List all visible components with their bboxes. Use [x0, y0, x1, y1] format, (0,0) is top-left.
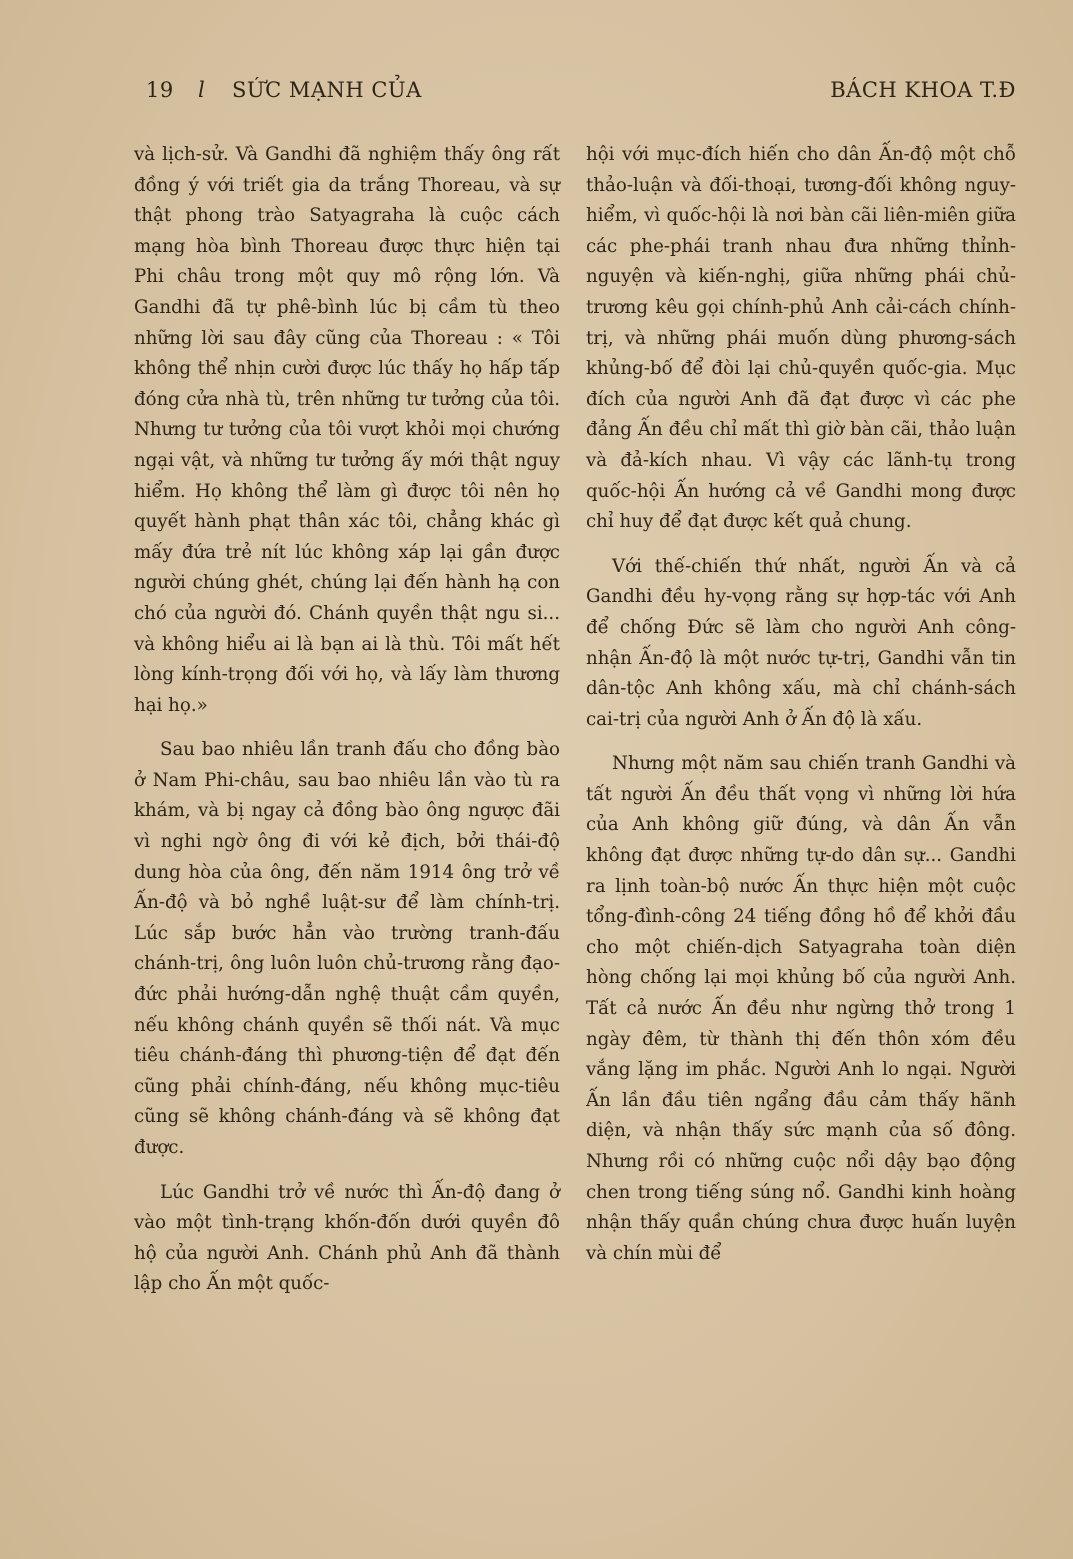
right-column	[586, 140, 1016, 1283]
paragraph: hội với mục-đích hiến cho dân Ấn-độ một chỗ thảo-luận và đối-thoại, tương-đối không nguy-hiểm, vì quốc-hội là nơi bàn cãi liên-miên giữa các phe-phái tranh nhau đưa những thỉnh-nguyện và kiến-nghị, giữa những phái chủ-trương kêu gọi chính-phủ Anh cải-cách chính-trị, và những phái muốn dùng phương-sách khủng-bố để đòi lại chủ-quyền quốc-gia. Mục đích của người Anh đã đạt được vì các phe đảng Ấn đều chỉ mất thì giờ bàn cãi, thảo luận và đả-kích nhau. Vì vậy các lãnh-tụ trong quốc-hội Ấn hướng cả về Gandhi mong được chỉ huy để đạt được kết quả chung.	[586, 144, 1016, 533]
magazine-title: BÁCH KHOA T.Đ	[830, 78, 1016, 102]
paragraph: và lịch-sử. Và Gandhi đã nghiệm thấy ông rất đồng ý với triết gia da trắng Thoreau, và sự thật phong trào Satyagraha là cuộc cách mạng hòa bình Thoreau được thực hiện tại Phi châu trong một quy mô rộng lớn. Và Gandhi đã tự phê-bình lúc bị cầm tù theo những lời sau đây cũng của Thoreau : « Tôi không thể nhịn cười được lúc thấy họ hấp tấp đóng cửa nhà tù, trên những tư tưởng của tôi. Nhưng tư tưởng của tôi vượt khỏi mọi chướng ngại vật, và những tư tưởng ấy mới thật nguy hiểm. Họ không thể làm gì được tôi nên họ quyết hành phạt thân xác tôi, chẳng khác gì mấy đứa trẻ nít lúc không xáp lại gần được người chúng ghét, chúng lại đến hành hạ con chó của người đó. Chánh quyền thật ngu si... và không hiểu ai là bạn ai là thù. Tôi mất hết lòng kính-trọng đối với họ, và lấy làm thương hại họ.»	[134, 144, 560, 716]
paragraph: Nhưng một năm sau chiến tranh Gandhi và tất người Ấn đều thất vọng vì những lời hứa của Anh không giữ đúng, và dân Ấn vẫn không đạt được những tự-do dân sự... Gandhi ra lịnh toàn-bộ nước Ấn thực hiện một cuộc tổng-đình-công 24 tiếng đồng hồ để khởi đầu cho một chiến-dịch Satyagraha toàn diện hòng chống lại mọi khủng bố của người Anh. Tất cả nước Ấn đều như ngừng thở trong 1 ngày đêm, từ thành thị đến thôn xóm đều vắng lặng im phắc. Người Anh lo ngại. Người Ấn lần đầu tiên ngẩng đầu cảm thấy hãnh diện, và nhận thấy sức mạnh của số đông. Nhưng rồi có những cuộc nổi dậy bạo động chen trong tiếng súng nổ. Gandhi kinh hoàng nhận thấy quần chúng chưa được huấn luyện và chín mùi để	[586, 753, 1016, 1264]
paragraph: Lúc Gandhi trở về nước thì Ấn-độ đang ở vào một tình-trạng khốn-đốn dưới quyền đô hộ của người Anh. Chánh phủ Anh đã thành lập cho Ấn một quốc-	[134, 1181, 560, 1295]
article-title: SỨC MẠNH CỦA	[232, 78, 422, 102]
header-separator: l	[198, 78, 206, 102]
left-column	[134, 140, 560, 1314]
page-number: 19	[146, 78, 174, 102]
paragraph: Với thế-chiến thứ nhất, người Ấn và cả Gandhi đều hy-vọng rằng sự hợp-tác với Anh để chống Đức sẽ làm cho người Anh công-nhận Ấn-độ là một nước tự-trị, Gandhi vẫn tin dân-tộc Anh không xấu, mà chỉ chánh-sách cai-trị của người Anh ở Ấn độ là xấu.	[586, 555, 1016, 730]
running-header	[146, 78, 1016, 108]
paragraph: Sau bao nhiêu lần tranh đấu cho đồng bào ở Nam Phi-châu, sau bao nhiêu lần vào tù ra khám, và bị ngay cả đồng bào ông ngược đãi vì nghi ngờ ông đi với kẻ địch, bởi thái-độ dung hòa của ông, đến năm 1914 ông trở về Ấn-độ và bỏ nghề luật-sư để làm chính-trị. Lúc sắp bước hẳn vào trường tranh-đấu chánh-trị, ông luôn luôn chủ-trương rằng đạo-đức phải hướng-dẫn nghệ thuật cầm quyền, nếu không chánh quyền sẽ thối nát. Và mục tiêu chánh-đáng thì phương-tiện để đạt đến cũng phải chính-đáng, nếu không mục-tiêu cũng sẽ không chánh-đáng và sẽ không đạt được.	[134, 739, 560, 1158]
